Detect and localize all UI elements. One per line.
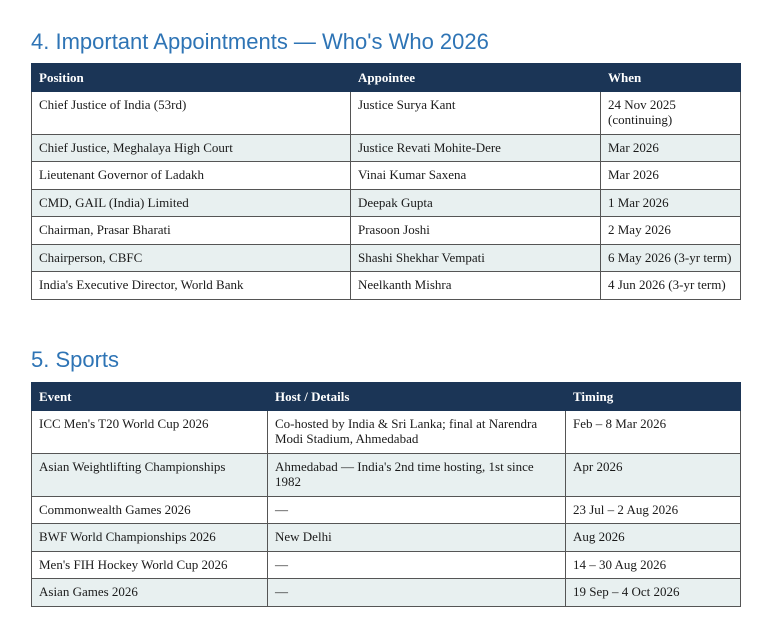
- when-cell: Mar 2026: [601, 134, 741, 162]
- position-cell: Chairman, Prasar Bharati: [32, 217, 351, 245]
- appointee-cell: Neelkanth Mishra: [351, 272, 601, 300]
- column-header-position: Position: [32, 64, 351, 92]
- table-row: [32, 189, 741, 217]
- table-row: [32, 91, 741, 134]
- timing-cell: Feb – 8 Mar 2026: [566, 410, 741, 453]
- timing-cell: 14 – 30 Aug 2026: [566, 551, 741, 579]
- table-row: [32, 272, 741, 300]
- table-row: [32, 244, 741, 272]
- appointee-cell: Justice Surya Kant: [351, 91, 601, 134]
- appointee-cell: Shashi Shekhar Vempati: [351, 244, 601, 272]
- event-cell: ICC Men's T20 World Cup 2026: [32, 410, 268, 453]
- event-cell: Asian Weightlifting Championships: [32, 453, 268, 496]
- column-header-when: When: [601, 64, 741, 92]
- when-cell: 6 May 2026 (3-yr term): [601, 244, 741, 272]
- section-title-appointments: 4. Important Appointments — Who's Who 2026: [31, 29, 489, 54]
- timing-cell: 23 Jul – 2 Aug 2026: [566, 496, 741, 524]
- table-row: [32, 410, 741, 453]
- event-cell: Asian Games 2026: [32, 579, 268, 607]
- column-header-appointee: Appointee: [351, 64, 601, 92]
- appointee-cell: Justice Revati Mohite-Dere: [351, 134, 601, 162]
- position-cell: Chief Justice, Meghalaya High Court: [32, 134, 351, 162]
- table-row: [32, 453, 741, 496]
- host-details-cell: —: [268, 496, 566, 524]
- table-row: [32, 134, 741, 162]
- table-row: [32, 524, 741, 552]
- host-details-cell: Co-hosted by India & Sri Lanka; final at Narendra Modi Stadium, Ahmedabad: [268, 410, 566, 453]
- table-row: [32, 162, 741, 190]
- position-cell: Chairperson, CBFC: [32, 244, 351, 272]
- appointee-cell: Prasoon Joshi: [351, 217, 601, 245]
- event-cell: Commonwealth Games 2026: [32, 496, 268, 524]
- when-cell: Mar 2026: [601, 162, 741, 190]
- event-cell: BWF World Championships 2026: [32, 524, 268, 552]
- when-cell: 4 Jun 2026 (3-yr term): [601, 272, 741, 300]
- table-row: [32, 217, 741, 245]
- host-details-cell: —: [268, 551, 566, 579]
- timing-cell: 19 Sep – 4 Oct 2026: [566, 579, 741, 607]
- header-row: [32, 383, 741, 411]
- table-row: [32, 579, 741, 607]
- table-row: [32, 551, 741, 579]
- column-header-event: Event: [32, 383, 268, 411]
- host-details-cell: New Delhi: [268, 524, 566, 552]
- appointee-cell: Vinai Kumar Saxena: [351, 162, 601, 190]
- column-header-host-details: Host / Details: [268, 383, 566, 411]
- position-cell: India's Executive Director, World Bank: [32, 272, 351, 300]
- host-details-cell: —: [268, 579, 566, 607]
- timing-cell: Apr 2026: [566, 453, 741, 496]
- when-cell: 2 May 2026: [601, 217, 741, 245]
- sports-table: [31, 382, 741, 607]
- table-row: [32, 496, 741, 524]
- appointments-table: [31, 63, 741, 300]
- position-cell: CMD, GAIL (India) Limited: [32, 189, 351, 217]
- position-cell: Lieutenant Governor of Ladakh: [32, 162, 351, 190]
- appointee-cell: Deepak Gupta: [351, 189, 601, 217]
- sports-table-header: [32, 383, 741, 411]
- section-title-sports: 5. Sports: [31, 347, 120, 372]
- host-details-cell: Ahmedabad — India's 2nd time hosting, 1st since 1982: [268, 453, 566, 496]
- when-cell: 24 Nov 2025 (continuing): [601, 91, 741, 134]
- appointments-table-header: [32, 64, 741, 92]
- event-cell: Men's FIH Hockey World Cup 2026: [32, 551, 268, 579]
- header-row: [32, 64, 741, 92]
- position-cell: Chief Justice of India (53rd): [32, 91, 351, 134]
- when-cell: 1 Mar 2026: [601, 189, 741, 217]
- column-header-timing: Timing: [566, 383, 741, 411]
- timing-cell: Aug 2026: [566, 524, 741, 552]
